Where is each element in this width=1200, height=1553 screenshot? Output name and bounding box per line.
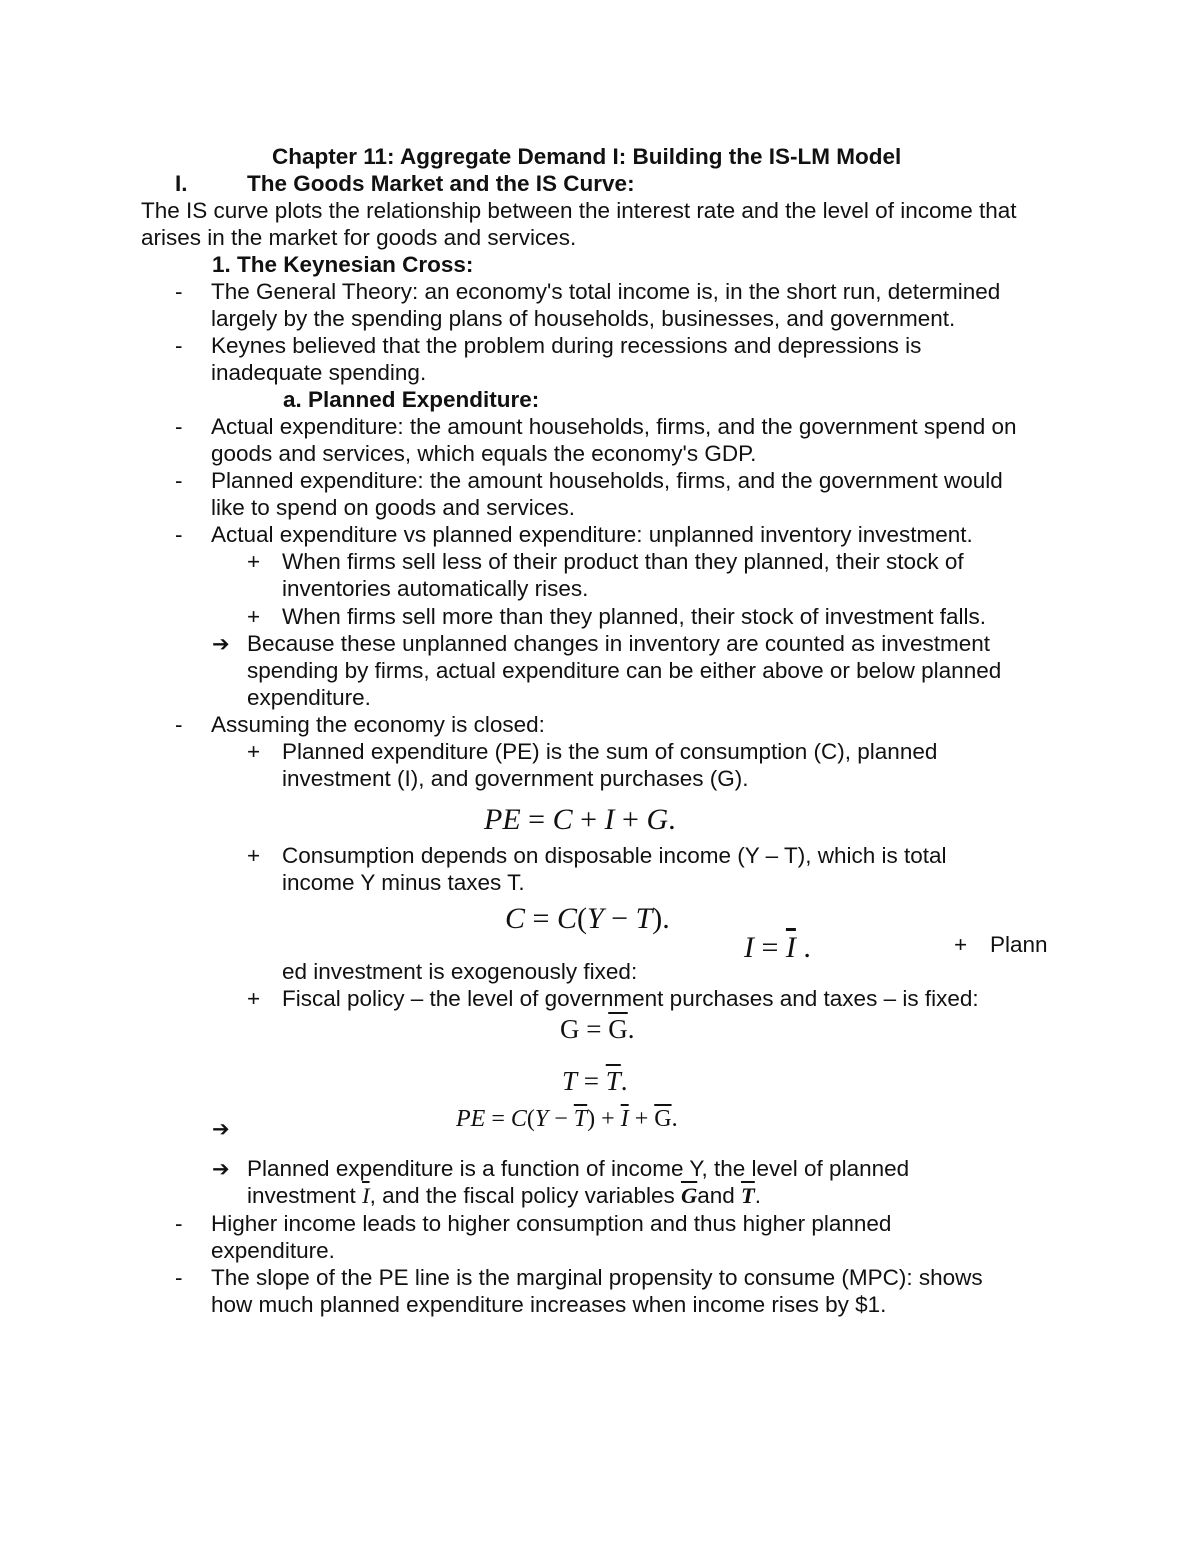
bullet-plus: + [954, 932, 968, 957]
bullet-text: When firms sell more than they planned, their stock of investment falls. [282, 604, 987, 629]
bullet-dash: - [175, 333, 183, 358]
bullet-text: Plann [990, 932, 1048, 957]
bullet-dash: - [175, 1265, 183, 1290]
bullet-plus: + [247, 986, 261, 1011]
equation-investment: $I = \overline{I}$ . [744, 931, 811, 964]
bullet-dash: - [175, 414, 183, 439]
bullet-text: Planned expenditure: the amount households, firms, and the government would [211, 468, 1003, 493]
bullet-dash: - [175, 468, 183, 493]
symbol-i-bar: $\overline{I}$ [362, 1183, 370, 1208]
bullet-text: income Y minus taxes T. [282, 870, 525, 895]
bullet-dash: - [175, 712, 183, 737]
bullet-dash: - [175, 279, 183, 304]
bullet-text: ed investment is exogenously fixed: [282, 959, 638, 984]
bullet-plus: + [247, 843, 261, 868]
bullet-text: Assuming the economy is closed: [211, 712, 545, 737]
bullet-text: inadequate spending. [211, 360, 427, 385]
equation-government: $G = \overline{G}$. [560, 1014, 635, 1044]
equation-pe-full: PE = $C(Y - \overline{T}) + \overline{I} + \overline{G}$. [456, 1106, 678, 1132]
bullet-text: Fiscal policy – the level of government purchases and taxes – is fixed: [282, 986, 979, 1011]
equation-pe-sum: PE = C + I + G. [484, 803, 676, 836]
bullet-text: Actual expenditure: the amount households, firms, and the government spend on [211, 414, 1017, 439]
section-numeral: I. [175, 171, 188, 196]
equation-taxes: $T = \overline{T}$. [562, 1066, 628, 1096]
bullet-text: expenditure. [211, 1238, 335, 1263]
symbol-g-bar: $\overline{G}$ [680, 1183, 698, 1208]
bullet-text: investment (I), and government purchases (G). [282, 766, 749, 791]
bullet-text: When firms sell less of their product than they planned, their stock of [282, 549, 964, 574]
arrow-icon: ➔ [212, 632, 230, 656]
bullet-text: Planned expenditure (PE) is the sum of consumption (C), planned [282, 739, 938, 764]
arrow-text: expenditure. [247, 685, 371, 710]
arrow-text: spending by firms, actual expenditure can be either above or below planned [247, 658, 1002, 683]
bullet-text: how much planned expenditure increases when income rises by $1. [211, 1292, 887, 1317]
section-heading: The Goods Market and the IS Curve: [247, 171, 635, 196]
bullet-text: goods and services, which equals the economy's GDP. [211, 441, 757, 466]
symbol-t-bar: $\overline{T}$ [741, 1183, 755, 1208]
bullet-text: Actual expenditure vs planned expenditure: unplanned inventory investment. [211, 522, 973, 547]
arrow-text: Planned expenditure is a function of income Y, the level of planned [247, 1156, 910, 1181]
intro-text-line: The IS curve plots the relationship between the interest rate and the level of income that [141, 198, 1017, 223]
keynesian-heading: 1. The Keynesian Cross: [212, 252, 474, 277]
arrow-icon: ➔ [212, 1117, 230, 1141]
bullet-text: The slope of the PE line is the marginal propensity to consume (MPC): shows [211, 1265, 983, 1290]
arrow-text: Because these unplanned changes in inventory are counted as investment [247, 631, 990, 656]
bullet-plus: + [247, 604, 261, 629]
chapter-title: Chapter 11: Aggregate Demand I: Building the IS-LM Model [272, 144, 902, 169]
arrow-text: investment $\overline{I}$, and the fiscal policy variables $\overline{G}and$ $\overline{T}$. [247, 1183, 762, 1208]
equation-consumption: C = C(Y − T). [505, 902, 670, 935]
bullet-dash: - [175, 1211, 183, 1236]
intro-text-line: arises in the market for goods and services. [141, 225, 577, 250]
bullet-text: Consumption depends on disposable income (Y – T), which is total [282, 843, 947, 868]
bullet-text: Higher income leads to higher consumption and thus higher planned [211, 1211, 892, 1236]
bullet-text: largely by the spending plans of households, businesses, and government. [211, 306, 956, 331]
bullet-text: inventories automatically rises. [282, 576, 589, 601]
bullet-plus: + [247, 549, 261, 574]
bullet-plus: + [247, 739, 261, 764]
bullet-dash: - [175, 522, 183, 547]
bullet-text: like to spend on goods and services. [211, 495, 575, 520]
bullet-text: Keynes believed that the problem during recessions and depressions is [211, 333, 922, 358]
bullet-text: The General Theory: an economy's total income is, in the short run, determined [211, 279, 1001, 304]
planned-expenditure-heading: a. Planned Expenditure: [283, 387, 540, 412]
arrow-icon: ➔ [212, 1157, 230, 1181]
